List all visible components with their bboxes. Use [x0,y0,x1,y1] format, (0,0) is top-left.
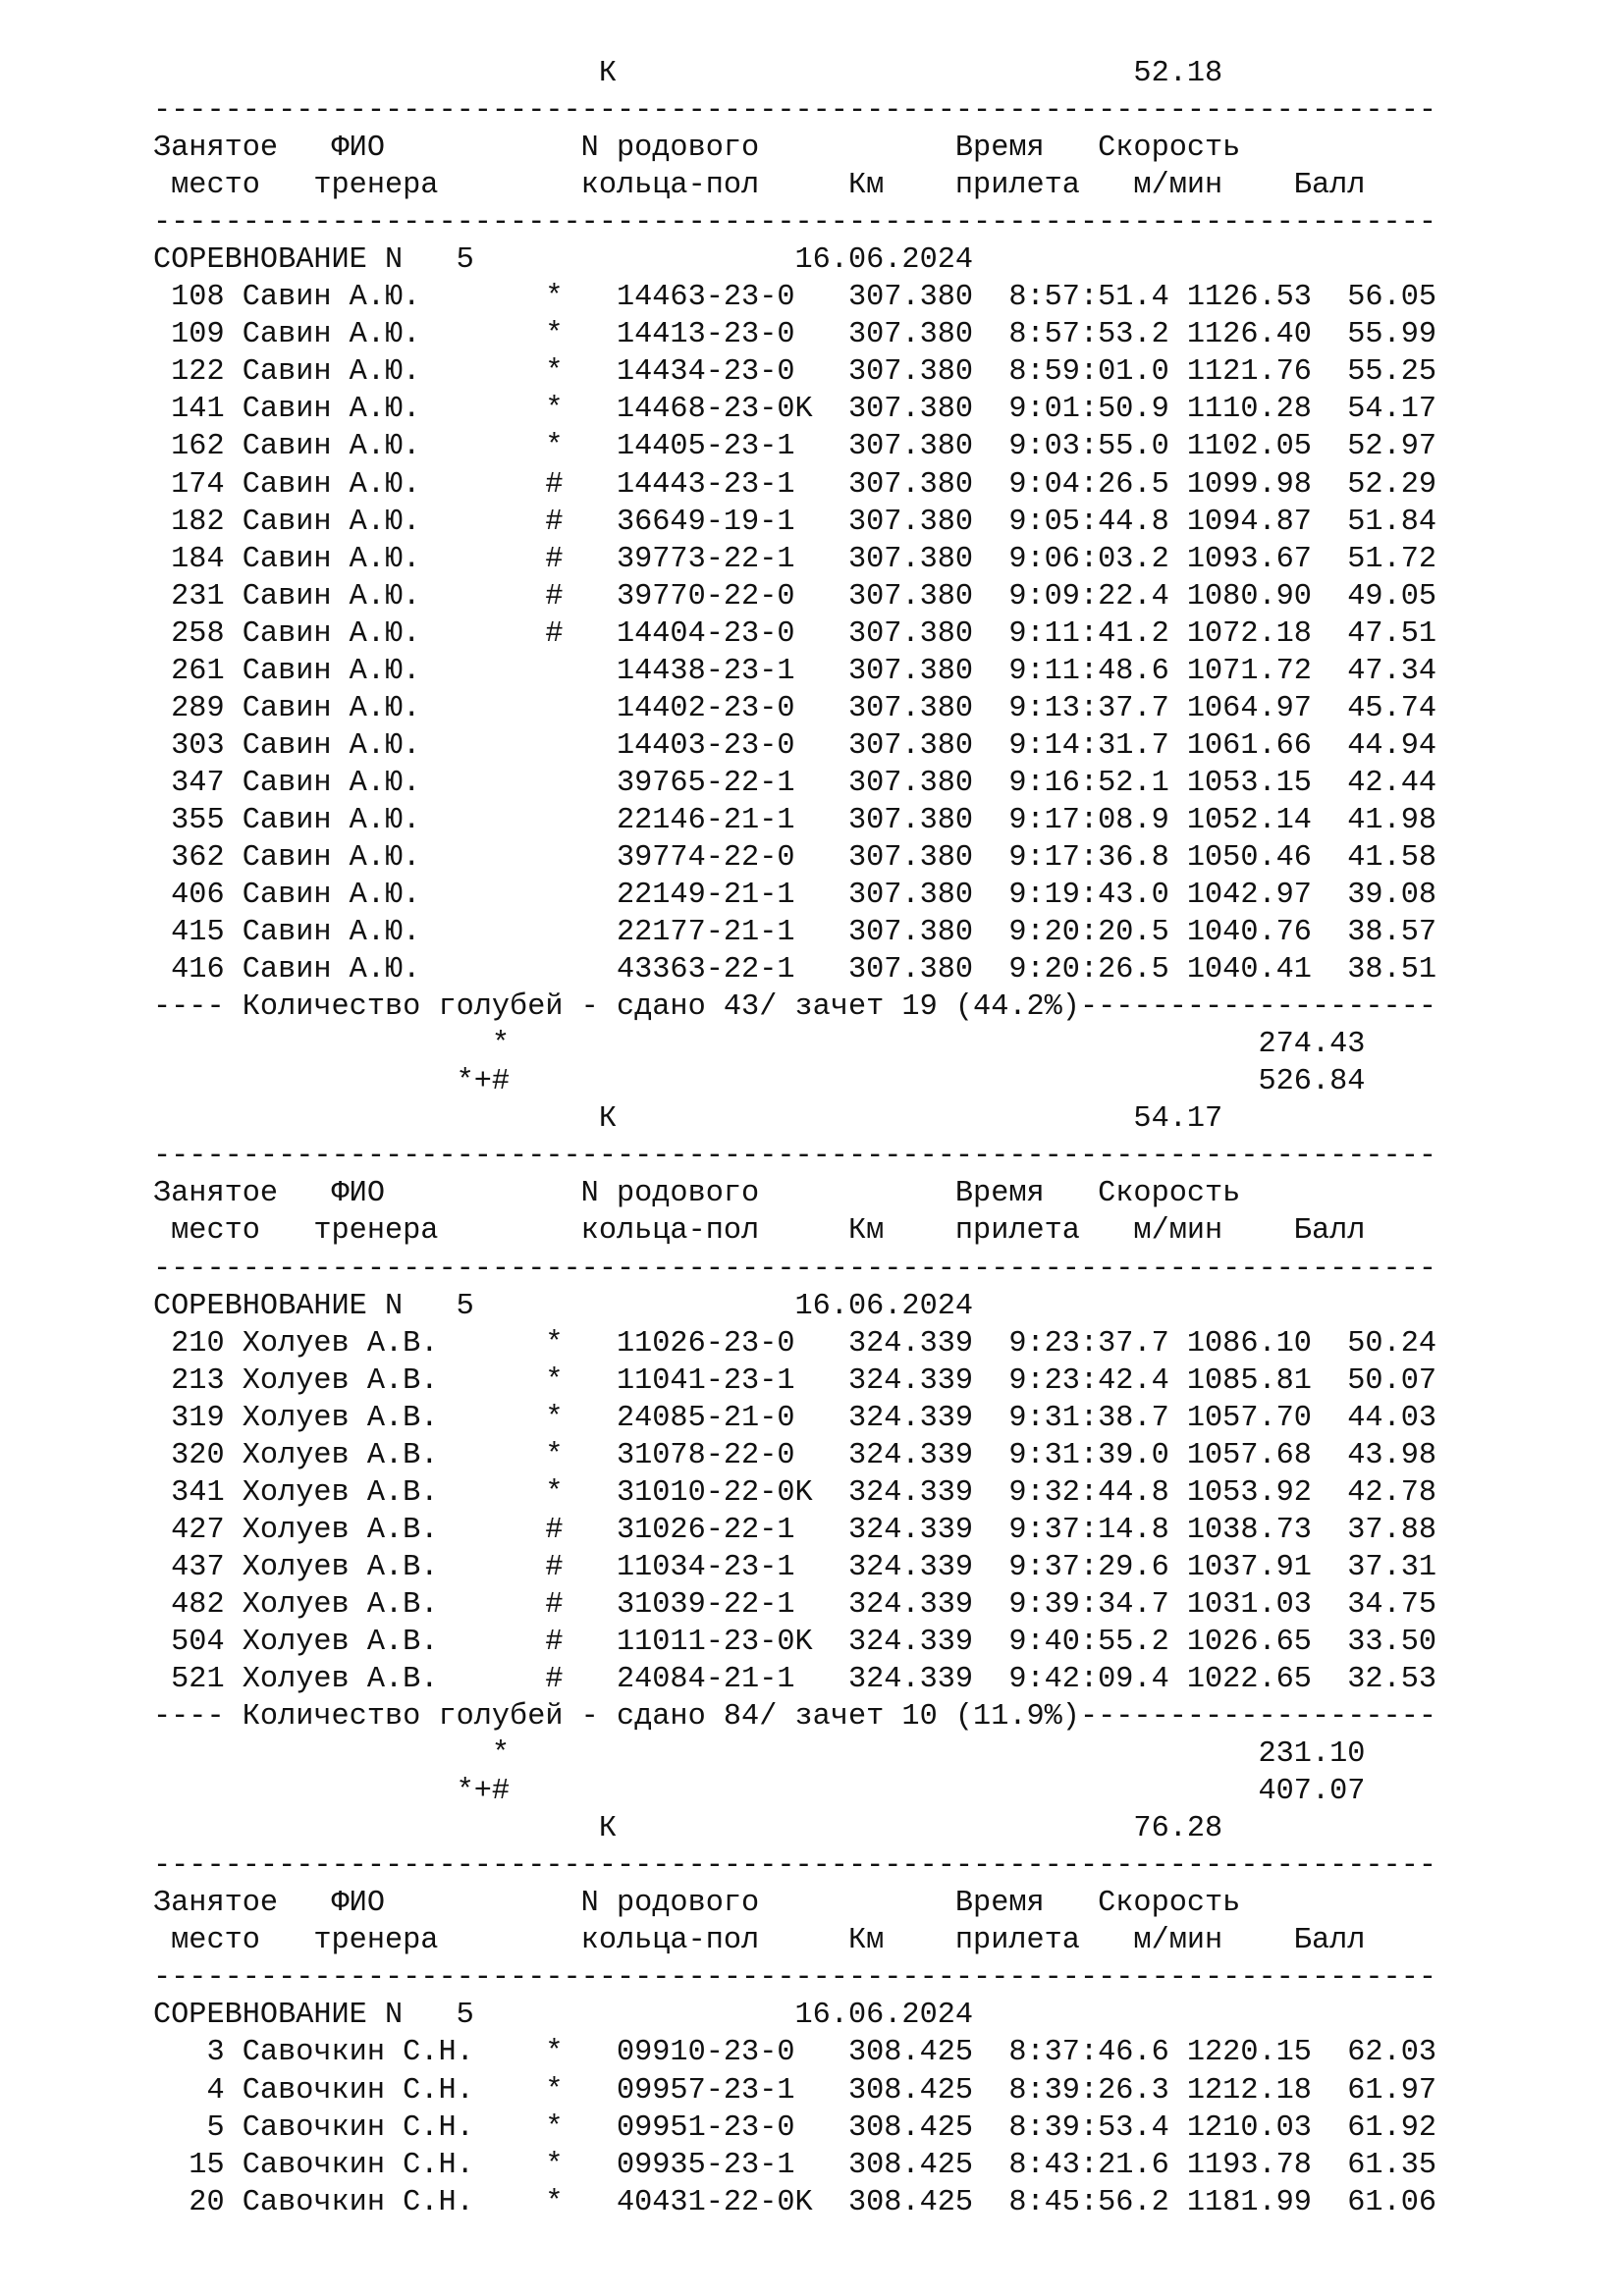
result-row: 437 Холуев А.В. # 11034-23-1 324.339 9:37:29.6 1037.91 37.31 [153,1550,1437,1584]
result-row: 504 Холуев А.В. # 11011-23-0K 324.339 9:40:55.2 1026.65 33.50 [153,1625,1437,1659]
summary-line: ---- Количество голубей - сдано 84/ зачет 10 (11.9%)-------------------- [153,1700,1437,1735]
result-row: 3 Савочкин С.Н. * 09910-23-0 308.425 8:37:46.6 1220.15 62.03 [153,2036,1437,2070]
result-row: 108 Савин А.Ю. * 14463-23-0 307.380 8:57:51.4 1126.53 56.05 [153,281,1437,315]
column-header-row1: Занятое ФИО N родового Время Скорость [153,132,1241,166]
competition-line: СОРЕВНОВАНИЕ N 5 16.06.2024 [153,243,974,278]
result-row: 4 Савочкин С.Н. * 09957-23-1 308.425 8:39:26.3 1212.18 61.97 [153,2073,1437,2108]
result-row: 15 Савочкин С.Н. * 09935-23-1 308.425 8:43:21.6 1193.78 61.35 [153,2148,1437,2182]
result-row: 406 Савин А.Ю. 22149-21-1 307.380 9:19:43.0 1042.97 39.08 [153,879,1437,913]
result-row: 20 Савочкин С.Н. * 40431-22-0K 308.425 8:45:56.2 1181.99 61.06 [153,2185,1437,2219]
result-row: 362 Савин А.Ю. 39774-22-0 307.380 9:17:36.8 1050.46 41.58 [153,840,1437,875]
result-row: 319 Холуев А.В. * 24085-21-0 324.339 9:31:38.7 1057.70 44.03 [153,1401,1437,1435]
column-header-row2: место тренера кольца-пол Км прилета м/мин Балл [153,169,1366,203]
result-row: 415 Савин А.Ю. 22177-21-1 307.380 9:20:20.5 1040.76 38.57 [153,916,1437,950]
result-row: 210 Холуев А.В. * 11026-23-0 324.339 9:23:37.7 1086.10 50.24 [153,1326,1437,1361]
result-row: 162 Савин А.Ю. * 14405-23-1 307.380 9:03:55.0 1102.05 52.97 [153,430,1437,464]
result-row: 347 Савин А.Ю. 39765-22-1 307.380 9:16:52.1 1053.15 42.44 [153,766,1437,800]
result-row: 341 Холуев А.В. * 31010-22-0K 324.339 9:32:44.8 1053.92 42.78 [153,1475,1437,1510]
k-coefficient-line: К 54.17 [153,1102,1223,1137]
summary-line: ---- Количество голубей - сдано 43/ зачет 19 (44.2%)-------------------- [153,990,1437,1025]
column-header-row1: Занятое ФИО N родового Время Скорость [153,1177,1241,1211]
total-line: *+# 407.07 [153,1775,1366,1809]
result-row: 261 Савин А.Ю. 14438-23-1 307.380 9:11:48.6 1071.72 47.34 [153,654,1437,688]
result-row: 289 Савин А.Ю. 14402-23-0 307.380 9:13:37.7 1064.97 45.74 [153,691,1437,725]
result-row: 5 Савочкин С.Н. * 09951-23-0 308.425 8:39:53.4 1210.03 61.92 [153,2110,1437,2145]
total-line: * 231.10 [153,1737,1366,1772]
separator-line: ------------------------------------------------------------------------ [153,1961,1437,1996]
total-line: * 274.43 [153,1028,1366,1062]
result-row: 213 Холуев А.В. * 11041-23-1 324.339 9:23:42.4 1085.81 50.07 [153,1363,1437,1398]
total-line: *+# 526.84 [153,1065,1366,1099]
k-coefficient-line: К 76.28 [153,1812,1223,1846]
separator-line: ------------------------------------------------------------------------ [153,94,1437,129]
result-row: 184 Савин А.Ю. # 39773-22-1 307.380 9:06:03.2 1093.67 51.72 [153,542,1437,576]
result-row: 482 Холуев А.В. # 31039-22-1 324.339 9:39:34.7 1031.03 34.75 [153,1587,1437,1622]
result-row: 122 Савин А.Ю. * 14434-23-0 307.380 8:59:01.0 1121.76 55.25 [153,355,1437,390]
k-coefficient-line: К 52.18 [153,57,1223,90]
report-sheet [153,55,1577,2221]
result-row: 320 Холуев А.В. * 31078-22-0 324.339 9:31:39.0 1057.68 43.98 [153,1438,1437,1472]
separator-line: ------------------------------------------------------------------------ [153,1849,1437,1884]
separator-line: ------------------------------------------------------------------------ [153,1252,1437,1286]
competition-line: СОРЕВНОВАНИЕ N 5 16.06.2024 [153,1289,974,1323]
result-row: 427 Холуев А.В. # 31026-22-1 324.339 9:37:14.8 1038.73 37.88 [153,1513,1437,1547]
result-row: 258 Савин А.Ю. # 14404-23-0 307.380 9:11:41.2 1072.18 47.51 [153,616,1437,651]
result-row: 416 Савин А.Ю. 43363-22-1 307.380 9:20:26.5 1040.41 38.51 [153,953,1437,988]
result-row: 182 Савин А.Ю. # 36649-19-1 307.380 9:05:44.8 1094.87 51.84 [153,505,1437,539]
separator-line: ------------------------------------------------------------------------ [153,1140,1437,1174]
column-header-row1: Занятое ФИО N родового Время Скорость [153,1887,1241,1921]
separator-line: ------------------------------------------------------------------------ [153,206,1437,240]
column-header-row2: место тренера кольца-пол Км прилета м/мин Балл [153,1924,1366,1958]
result-row: 521 Холуев А.В. # 24084-21-1 324.339 9:42:09.4 1022.65 32.53 [153,1663,1437,1697]
competition-line: СОРЕВНОВАНИЕ N 5 16.06.2024 [153,1999,974,2033]
result-row: 303 Савин А.Ю. 14403-23-0 307.380 9:14:31.7 1061.66 44.94 [153,728,1437,763]
column-header-row2: место тренера кольца-пол Км прилета м/мин Балл [153,1214,1366,1249]
result-row: 141 Савин А.Ю. * 14468-23-0K 307.380 9:01:50.9 1110.28 54.17 [153,393,1437,427]
result-row: 109 Савин А.Ю. * 14413-23-0 307.380 8:57:53.2 1126.40 55.99 [153,318,1437,352]
result-row: 355 Савин А.Ю. 22146-21-1 307.380 9:17:08.9 1052.14 41.98 [153,803,1437,837]
result-row: 174 Савин А.Ю. # 14443-23-1 307.380 9:04:26.5 1099.98 52.29 [153,467,1437,502]
result-row: 231 Савин А.Ю. # 39770-22-0 307.380 9:09:22.4 1080.90 49.05 [153,579,1437,614]
